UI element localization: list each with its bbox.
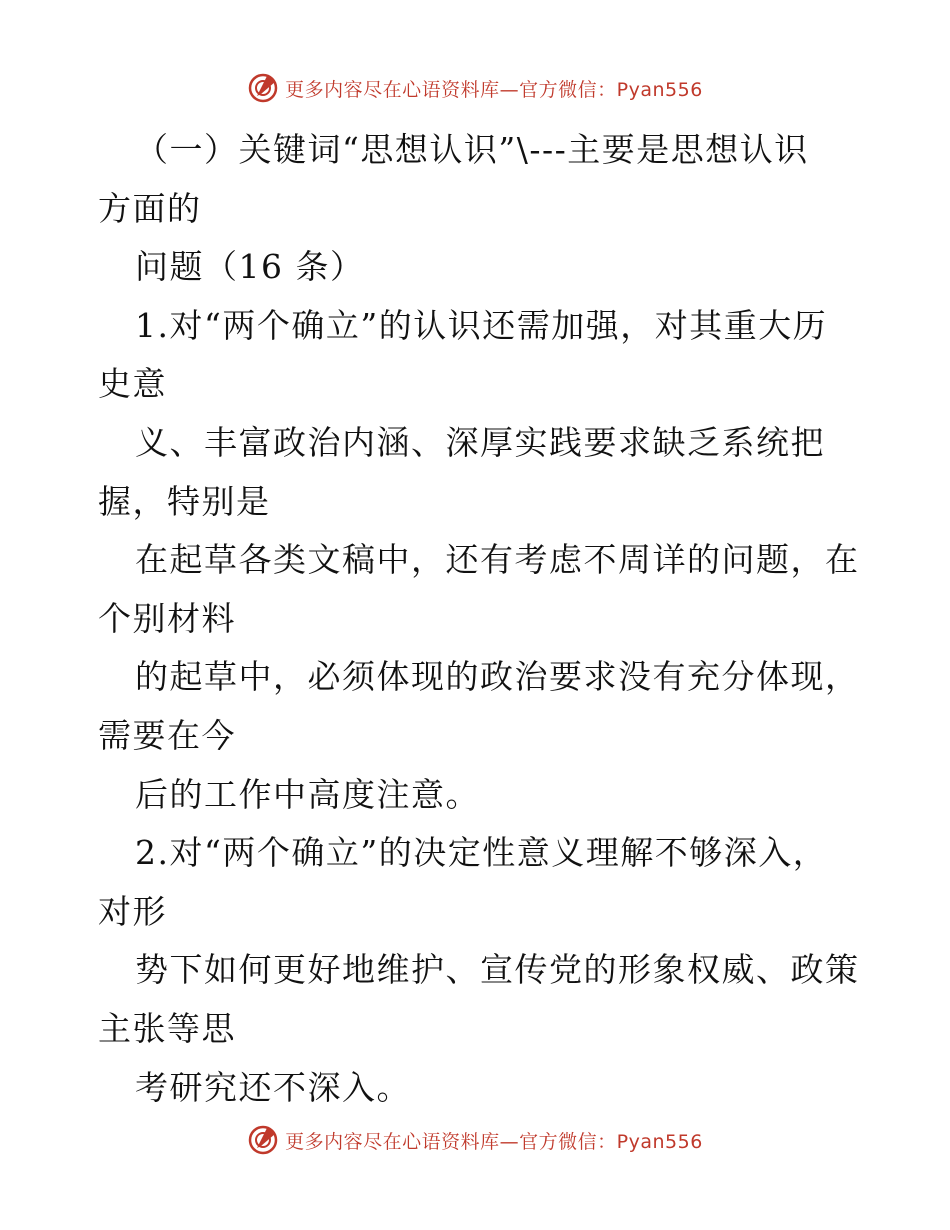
footer-watermark <box>0 1124 950 1156</box>
text-line: 史意 <box>98 364 167 404</box>
watermark-text: 更多内容尽在心语资料库—官方微信：Pyan556 <box>285 78 703 101</box>
list-item-1-line: 1.对“两个确立”的认识还需加强，对其重大历 <box>135 305 828 345</box>
text-line: 后的工作中高度注意。 <box>135 774 480 814</box>
logo-icon <box>247 1124 279 1156</box>
watermark-text: 更多内容尽在心语资料库—官方微信：Pyan556 <box>285 1130 703 1153</box>
text-line: 方面的 <box>98 188 202 228</box>
header-watermark <box>0 72 950 104</box>
text-line: 问题（16 条） <box>135 247 365 287</box>
text-line: 握，特别是 <box>98 481 271 521</box>
text-line: 对形 <box>98 891 167 931</box>
text-line: 主张等思 <box>98 1008 236 1048</box>
text-line: 义、丰富政治内涵、深厚实践要求缺乏系统把 <box>135 422 825 462</box>
text-line: 考研究还不深入。 <box>135 1067 411 1107</box>
text-line: 个别材料 <box>98 598 236 638</box>
logo-icon <box>247 72 279 104</box>
document-body <box>98 121 858 1117</box>
text-line: 需要在今 <box>98 715 236 755</box>
list-item-2-line: 2.对“两个确立”的决定性意义理解不够深入， <box>135 833 828 873</box>
text-line: 势下如何更好地维护、宣传党的形象权威、政策 <box>135 950 860 990</box>
text-line: 的起草中，必须体现的政治要求没有充分体现， <box>135 657 860 697</box>
section-heading: （一）关键词“思想认识”\---主要是思想认识 <box>135 130 809 169</box>
text-line: 在起草各类文稿中，还有考虑不周详的问题，在 <box>135 540 860 580</box>
